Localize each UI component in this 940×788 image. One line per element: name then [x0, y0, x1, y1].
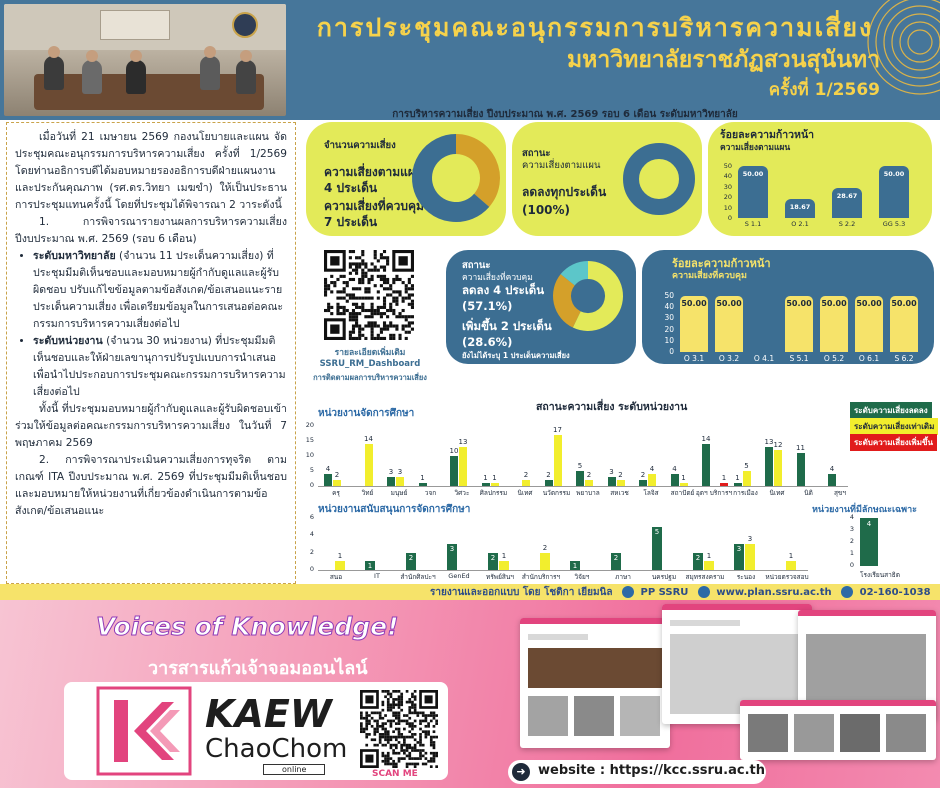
academic-xtick: นิติ [804, 489, 813, 497]
support-bar-label: 2 [695, 553, 701, 562]
controlled-risk-label: ความเสี่ยงที่ควบคุม [324, 199, 424, 213]
title-line3: ครั้งที่ 1/2569 [768, 80, 880, 100]
academic-bar-label: 14 [701, 435, 711, 443]
support-bar [786, 561, 796, 570]
planned-xtick: GG 5.3 [882, 220, 906, 228]
controlled-status-donut [548, 256, 628, 336]
planned-ytick: 40 [723, 172, 732, 181]
academic-ytick: 20 [305, 421, 314, 429]
academic-bar [639, 480, 647, 486]
controlled-bar-label: 50.00 [891, 299, 917, 308]
chaochom-wordmark: ChaoChom [205, 734, 348, 764]
planned-status-percent: (100%) [522, 203, 571, 217]
controlled-ytick: 10 [664, 335, 674, 345]
academic-bar [522, 480, 530, 486]
support-bar-label: 1 [367, 562, 373, 571]
controlled-xtick: O 5.2 [823, 354, 845, 363]
academic-ytick: 15 [305, 436, 314, 444]
support-ytick: 6 [309, 513, 314, 522]
academic-xtick: โลจิส [643, 489, 659, 497]
controlled-xtick: O 4.1 [753, 354, 775, 363]
screen-mockup-4 [740, 700, 936, 760]
support-bar-label: 2 [542, 543, 548, 552]
academic-bar-label: 14 [364, 435, 373, 443]
footer-phone[interactable]: 02-160-1038 [859, 587, 931, 598]
academic-bar-label: 3 [609, 468, 614, 476]
support-bar-label: 1 [501, 552, 507, 561]
academic-bar-label: 1 [420, 474, 425, 482]
planned-status-sublabel: ความเสี่ยงตามแผน [522, 160, 601, 171]
unit-status-chart [300, 394, 938, 584]
academic-bar-label: 4 [672, 465, 677, 473]
support-xtick: สำนักบริการฯ [521, 573, 561, 581]
academic-bar [797, 453, 805, 486]
academic-bar-label: 4 [325, 465, 331, 473]
support-bar-label: 3 [747, 535, 753, 543]
support-bar-label: 1 [572, 562, 578, 571]
controlled-status-label: สถานะ [462, 260, 491, 271]
controlled-increase-percent: (28.6%) [462, 335, 513, 349]
academic-xtick: นวัตกรรม [542, 489, 571, 497]
support-ytick: 4 [309, 530, 314, 539]
controlled-status-slice-2 [568, 270, 588, 280]
special-ytick: 3 [849, 525, 854, 533]
controlled-ytick: 50 [664, 291, 674, 300]
controlled-status-sublabel: ความเสี่ยงที่ควบคุม [462, 273, 533, 283]
academic-bar [828, 474, 836, 486]
controlled-xtick: S 5.1 [789, 354, 809, 363]
planned-xtick: O 2.1 [791, 220, 809, 228]
legend-decreased: ระดับความเสี่ยงลดลง [850, 402, 932, 419]
title-line1: การประชุมคณะอนุกรรมการบริหารความเสี่ยง [316, 13, 874, 42]
academic-bar [743, 471, 751, 486]
planned-bar-label: 18.67 [789, 202, 811, 211]
support-bar-label: 1 [337, 552, 343, 561]
academic-xtick: สุขฯ [833, 489, 847, 497]
academic-bar-label: 3 [397, 468, 403, 476]
summary-paragraph-2: 1. การพิจารณารายงานผลการบริหารความเสี่ยง ปีงบประมาณ พ.ศ. 2569 (รอบ 6 เดือน) [15, 216, 287, 245]
meeting-summary-text [6, 122, 296, 584]
academic-xtick: นิเทศ [769, 489, 785, 497]
support-xtick: สมุทรสงคราม [685, 573, 725, 581]
support-bar [499, 561, 509, 570]
scan-me-label: SCAN ME [372, 769, 418, 779]
footer-fb[interactable]: PP SSRU [640, 587, 689, 598]
planned-status-slice-0 [631, 151, 687, 207]
footer-web[interactable]: www.plan.ssru.ac.th [716, 587, 832, 598]
controlled-bar-label: 50.00 [786, 299, 812, 308]
journal-qr-code[interactable] [360, 690, 438, 768]
support-bar [745, 544, 755, 570]
planned-ytick: 0 [727, 214, 732, 222]
academic-bar [491, 483, 499, 486]
academic-ytick: 0 [309, 481, 314, 489]
academic-xtick: การเมือง [733, 489, 758, 497]
unit-section-special: หน่วยงานที่มีลักษณะเฉพาะ [812, 505, 917, 515]
support-xtick: วิจัยฯ [574, 573, 590, 581]
dashboard-qr-code[interactable] [324, 250, 414, 340]
academic-ytick: 10 [305, 451, 314, 459]
academic-bar-label: 10 [449, 447, 459, 455]
controlled-unspecified-note: ยังไม่ได้ระบุ 1 ประเด็นความเสี่ยง [462, 351, 570, 360]
academic-bar [585, 480, 593, 486]
academic-bar-label: 17 [553, 426, 562, 434]
globe-icon [698, 586, 710, 598]
support-ytick: 2 [309, 547, 314, 556]
academic-bar-label: 1 [735, 474, 740, 482]
planned-progress-title: ร้อยละความก้าวหน้า [720, 129, 815, 141]
academic-bar-label: 1 [681, 474, 686, 482]
support-xtick: สนอ [329, 573, 343, 581]
planned-ytick: 30 [723, 182, 732, 191]
academic-bar [450, 456, 458, 486]
unit-section-academic: หน่วยงานจัดการศึกษา [318, 408, 415, 419]
risk-count-donut [408, 130, 504, 226]
arrow-right-icon: ➜ [512, 763, 530, 781]
kaew-wordmark: KAEW [205, 692, 332, 736]
summary-paragraph-3: ทั้งนี้ ที่ประชุมมอบหมายผู้กำกับดูแลและผู้รับผิดชอบเข้าร่วมให้ข้อมูลต่อคณะกรรมการบริหารความเสี่ยง ในวันที่ 7 พฤษภาคม 2569 [15, 403, 287, 449]
support-bar [335, 561, 345, 570]
bullet-university-level: • ระดับมหาวิทยาลัย (จำนวน 11 ประเด็นความเสี่ยง) ที่ประชุมมีมติเห็นชอบและมอบหมายผู้กำกับดูแลและผู้รับผิดชอบ ปรับแก้ไขข้อมูลตามข้อสังเกต/ข้อเสนอแนะรายประเด็นความเสี่ยง เพื่อเตรียมข้อมูลในการเสนอต่อคณะกรรมการบริหารความเสี่ยงต่อไป [33, 248, 287, 333]
academic-xtick: วิทย์ [361, 489, 374, 497]
academic-bar-label: 2 [586, 471, 592, 479]
controlled-increase: เพิ่มขึ้น 2 ประเด็น [462, 319, 552, 333]
academic-bar-label: 2 [334, 471, 340, 479]
footer-credits [430, 585, 940, 600]
risk-count-label: จำนวนความเสี่ยง [324, 140, 396, 151]
controlled-progress-subtitle: ความเสี่ยงที่ควบคุม [672, 271, 747, 281]
academic-bar-label: 13 [764, 438, 774, 446]
controlled-bar-label: 50.00 [716, 299, 742, 308]
title-line2: มหาวิทยาลัยราชภัฏสวนสุนันทา [567, 47, 880, 73]
planned-bar-label: 28.67 [836, 192, 858, 201]
support-bar-label: 2 [408, 553, 414, 562]
academic-bar [387, 477, 395, 486]
academic-bar [765, 447, 773, 486]
academic-xtick: นิเทศ [517, 489, 533, 497]
facebook-icon [622, 586, 634, 598]
controlled-ytick: 0 [669, 347, 674, 356]
academic-bar [648, 474, 656, 486]
special-bar-label: 4 [866, 520, 872, 528]
support-axis [318, 570, 808, 571]
unit-section-support: หน่วยงานสนับสนุนการจัดการศึกษา [318, 504, 471, 515]
academic-ytick: 5 [309, 466, 314, 474]
academic-xtick: อุตฯ บริการฯ [695, 489, 733, 497]
support-xtick: IT [374, 572, 380, 580]
academic-xtick: สหเวช [610, 489, 629, 497]
support-xtick: ระนอง [736, 573, 756, 581]
planned-status-value: ลดลงทุกประเด็น [522, 185, 607, 199]
controlled-xtick: O 6.1 [858, 354, 880, 363]
academic-bar-label: 4 [829, 465, 835, 473]
academic-xtick: มนุษย์ [390, 489, 408, 497]
academic-bar [702, 444, 710, 486]
support-xtick: สำนักศิลปะฯ [400, 573, 436, 581]
planned-status-donut [618, 138, 700, 220]
controlled-ytick: 30 [664, 313, 674, 323]
controlled-bar-label: 50.00 [856, 299, 882, 308]
support-xtick: นครปฐม [651, 573, 677, 581]
academic-bar [459, 447, 467, 486]
support-xtick: ภาษา [615, 573, 631, 581]
academic-bar [333, 480, 341, 486]
academic-bar [680, 483, 688, 486]
academic-bar-label: 3 [388, 468, 394, 476]
support-bar [704, 561, 714, 570]
academic-xtick: วจก [424, 489, 437, 497]
academic-bar [774, 450, 782, 486]
academic-bar [482, 483, 490, 486]
qr-caption-2: SSRU_RM_Dashboard [319, 359, 421, 369]
controlled-risk-value: 7 ประเด็น [324, 215, 378, 229]
support-xtick: ทรัพย์สินฯ [486, 573, 514, 581]
planned-risk-value: 4 ประเด็น [324, 181, 378, 195]
academic-bar [554, 435, 562, 486]
special-ytick: 4 [849, 513, 854, 521]
legend-increased: ระดับความเสี่ยงเพิ่มขึ้น [850, 434, 937, 451]
controlled-xtick: S 6.2 [894, 354, 914, 363]
controlled-xtick: O 3.1 [683, 354, 705, 363]
support-bar-label: 1 [706, 552, 712, 561]
legend-same: ระดับความเสี่ยงเท่าเดิม [850, 418, 938, 435]
planned-ytick: 20 [723, 193, 732, 202]
support-xtick: หน่วยตรวจสอบ [765, 573, 809, 581]
academic-xtick: ครุ [332, 489, 340, 497]
planned-status-label: สถานะ [522, 148, 551, 159]
support-bar-label: 2 [490, 553, 496, 562]
planned-ytick: 10 [723, 203, 732, 212]
phone-icon [841, 586, 853, 598]
academic-bar [396, 477, 404, 486]
controlled-xtick: O 3.2 [718, 354, 740, 363]
footer-credit: รายงานและออกแบบ โดย โชติกา เยียมนิล [430, 587, 613, 598]
support-bar-label: 3 [449, 545, 455, 553]
academic-bar-label: 5 [744, 462, 749, 470]
support-xtick: GenEd [448, 572, 470, 580]
controlled-bar-label: 50.00 [681, 299, 707, 308]
controlled-decrease: ลดลง 4 ประเด็น [462, 283, 545, 297]
support-bar-label: 1 [788, 552, 794, 561]
planned-bar-label: 50.00 [883, 170, 905, 178]
controlled-decrease-percent: (57.1%) [462, 299, 513, 313]
qr-caption-3: การติดตามผลการบริหารความเสี่ยง [313, 373, 427, 382]
academic-bar-label: 5 [577, 462, 583, 470]
bullet-unit-level: • ระดับหน่วยงาน (จำนวน 30 หน่วยงาน) ที่ประชุมมีมติเห็นชอบและให้ฝ่ายเลขานุการปรับรูปแบบการนำเสนอเพื่อนำไปประกอบการประชุมคณะกรรมการบริหารความเสี่ยงต่อไป [33, 333, 287, 401]
controlled-progress-title: ร้อยละความก้าวหน้า [672, 257, 771, 270]
academic-bar-label: 1 [492, 474, 497, 482]
special-xtick: โรงเรียนสาธิต [860, 571, 900, 579]
planned-xtick: S 2.2 [838, 220, 856, 228]
support-bar [540, 553, 550, 570]
website-link[interactable]: ➜ website : https://kcc.ssru.ac.th [508, 760, 766, 784]
academic-bar-label: 11 [796, 444, 805, 452]
academic-bar [720, 483, 728, 486]
academic-bar-label: 4 [649, 465, 655, 473]
controlled-ytick: 40 [664, 302, 674, 312]
support-bar-label: 2 [613, 553, 619, 562]
planned-progress-subtitle: ความเสี่ยงตามแผน [720, 143, 791, 153]
controlled-ytick: 20 [664, 324, 674, 334]
academic-bar-label: 12 [773, 441, 783, 449]
special-ytick: 1 [849, 549, 854, 557]
academic-bar [617, 480, 625, 486]
planned-risk-label: ความเสี่ยงตามแผน [324, 165, 424, 179]
meeting-photo [4, 4, 286, 116]
qr-caption-1: รายละเอียดเพิ่มเติม [334, 348, 406, 358]
summary-paragraph-1: เมื่อวันที่ 21 เมษายน 2569 กองนโยบายและแผน จัดประชุมคณะอนุกรรมการบริหารความเสี่ยง ครั้งที่ 1/2569 โดยท่านอธิการบดีได้มอบหมายรองอธิการบดีฝ่ายแผนงานและประกันคุณภาพ (รศ.ดร.วิทยา เมฆขำ) ให้เป็นประธานการประชุมแทนครั้งนี้ โดยที่ประชุมได้พิจารณา 2 วาระดังนี้ [15, 131, 287, 211]
special-ytick: 0 [849, 561, 854, 569]
unit-chart-title: สถานะความเสี่ยง ระดับหน่วยงาน [536, 401, 688, 413]
controlled-bar-label: 50.00 [821, 299, 847, 308]
academic-axis [318, 486, 848, 487]
planned-ytick: 50 [723, 162, 732, 170]
academic-xtick: วิศวะ [454, 489, 470, 497]
academic-bar-label: 2 [618, 471, 623, 479]
academic-bar-label: 1 [483, 474, 488, 482]
academic-xtick: สถาปัตย์ [670, 489, 695, 497]
academic-bar [365, 444, 373, 486]
summary-paragraph-4: 2. การพิจารณาประเมินความเสี่ยงการทุจริต ตามเกณฑ์ ITA ปีงบประมาณ พ.ศ. 2569 ที่ประชุมมีมติเห็นชอบและมอบหมายให้หน่วยงานที่เกี่ยวข้องดำเนินการตามข้อสังเกต/ข้อเสนอแนะ [15, 454, 287, 517]
journal-name: วารสารแก้วเจ้าจอมออนไลน์ [148, 658, 368, 679]
academic-bar [545, 480, 553, 486]
support-bar-label: 5 [654, 527, 660, 536]
planned-xtick: S 1.1 [744, 220, 762, 228]
planned-bar-label: 50.00 [742, 170, 764, 178]
section-subtitle: การบริหารความเสี่ยง ปีงบประมาณ พ.ศ. 2569 รอบ 6 เดือน ระดับมหาวิทยาลัย [392, 109, 738, 120]
controlled-status-slice-1 [562, 280, 577, 320]
academic-bar-label: 1 [721, 474, 727, 482]
academic-xtick: พยาบาล [576, 489, 600, 497]
kaew-logo-icon [96, 686, 192, 776]
academic-bar-label: 2 [640, 471, 646, 479]
academic-xtick: ศิลปกรรม [479, 489, 508, 497]
planned-progress-chart [718, 160, 926, 230]
special-ytick: 2 [849, 537, 854, 545]
controlled-progress-chart [660, 290, 926, 364]
academic-bar-label: 13 [458, 438, 468, 446]
academic-bar-label: 2 [523, 471, 529, 479]
screen-mockup-1 [520, 618, 670, 748]
voices-heading: Voices of Knowledge! [96, 612, 399, 641]
support-ytick: 0 [309, 565, 314, 573]
support-bar-label: 3 [736, 545, 742, 553]
risk-count-slice-0 [456, 144, 490, 200]
academic-bar-label: 2 [546, 471, 551, 479]
online-tag: online [263, 764, 325, 775]
academic-bar [734, 483, 742, 486]
academic-bar [419, 483, 427, 486]
